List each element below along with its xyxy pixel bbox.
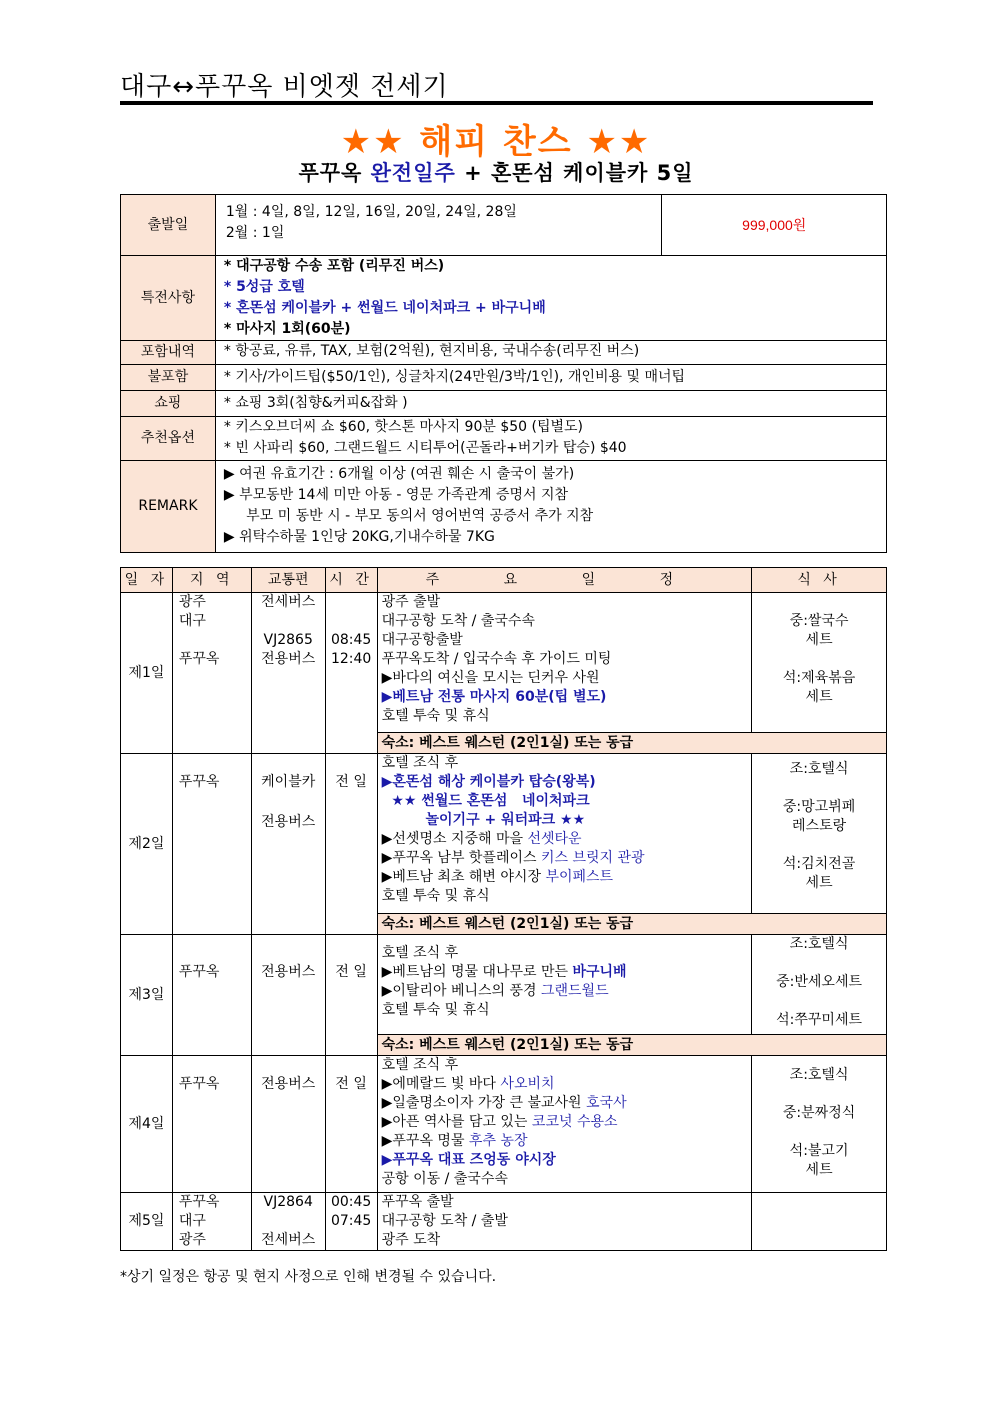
transport-item: 전세버스 <box>261 1232 316 1248</box>
schedule-item: 대구공항 도착 / 출발 <box>381 1213 508 1229</box>
footnote: *상기 일정은 항공 및 현지 사정으로 인해 변경될 수 있습니다. <box>120 1269 497 1285</box>
day4-region <box>172 1056 251 1193</box>
region-item: 푸꾸옥 <box>178 1194 220 1210</box>
schedule-text: ▶일출명소이자 가장 큰 불교사원 <box>381 1095 587 1111</box>
transport-item: 전세버스 <box>261 594 316 610</box>
remark-label: REMARK <box>121 461 216 553</box>
time-item: 전 일 <box>335 774 367 790</box>
schedule-item: ▶베트남 전통 마사지 60분(팁 별도) <box>381 689 607 705</box>
day1-times <box>325 593 377 754</box>
day1-regions <box>172 593 251 754</box>
meal-item: 조:호텔식 <box>789 936 849 952</box>
schedule-text: ▶베트남의 명물 대나무로 만든 <box>381 964 573 980</box>
region-item: 대구 <box>178 613 206 629</box>
day2-region <box>172 754 251 935</box>
day4-transport <box>251 1056 325 1193</box>
time-item: 08:45 <box>330 632 372 648</box>
day2-schedule <box>377 754 752 914</box>
region-item: 푸꾸옥 <box>178 651 220 667</box>
meal-item: 세트 <box>805 689 833 705</box>
subtitle-highlight: 완전일주 <box>370 161 456 185</box>
schedule-item: 광주 도착 <box>381 1232 441 1248</box>
special-label: 특전사항 <box>121 256 216 341</box>
meal-item: 조:호텔식 <box>789 1067 849 1083</box>
schedule-item: ▶바다의 여신을 모시는 딘커우 사원 <box>381 670 600 686</box>
meal-item: 중:망고뷔페 <box>782 799 856 815</box>
option-item: * 빈 사파리 $60, 그랜드월드 시티투어(곤돌라+버기카 탑승) $40 <box>223 440 627 456</box>
time-item: 07:45 <box>330 1213 372 1229</box>
schedule-item: 놀이기구 + 워터파크 ★★ <box>381 812 586 828</box>
schedule-item <box>382 963 752 982</box>
spacer <box>326 754 377 773</box>
departure-row <box>121 195 887 256</box>
special-item: * 혼똔섬 케이블카 + 썬월드 네이처파크 + 바구니배 <box>223 300 546 316</box>
schedule-highlight: 선셋타운 <box>527 831 582 847</box>
special-row <box>121 256 887 341</box>
spacer <box>252 792 325 811</box>
day-label: 제3일 <box>121 935 173 1056</box>
header-region: 지 역 <box>172 568 251 593</box>
transport-item: VJ2865 <box>263 632 313 648</box>
meal-item: 중:반세오세트 <box>776 974 863 990</box>
day3-schedule <box>377 935 752 1035</box>
transport-item: 케이블카 <box>261 774 316 790</box>
day5-transport <box>251 1193 325 1251</box>
schedule-item <box>382 1113 752 1132</box>
day3-transport <box>251 935 325 1056</box>
region-item: 푸꾸옥 <box>178 1076 220 1092</box>
schedule-highlight: 호국사 <box>586 1095 627 1111</box>
day-label: 제5일 <box>121 1193 173 1251</box>
transport-item: 전용버스 <box>261 964 316 980</box>
region-item: 광주 <box>178 1232 206 1248</box>
transport-item: 전용버스 <box>261 651 316 667</box>
special-item: * 마사지 1회(60분) <box>223 321 351 337</box>
meal-item: 석:쭈꾸미세트 <box>776 1012 863 1028</box>
meal-item: 레스토랑 <box>792 818 847 834</box>
spacer <box>179 754 245 773</box>
transport-item: 전용버스 <box>261 1076 316 1092</box>
day3-region <box>172 935 251 1056</box>
subtitle-post: + 혼똔섬 케이블카 5일 <box>455 161 694 185</box>
schedule-text: ▶푸꾸옥 남부 핫플레이스 <box>381 850 541 866</box>
spacer <box>326 612 377 631</box>
meal-item: 중:분짜정식 <box>782 1105 856 1121</box>
schedule-item: ▶푸꾸옥 대표 즈엉동 야시장 <box>381 1152 556 1168</box>
spacer <box>179 631 245 650</box>
schedule-item: 호텔 조식 후 <box>381 755 459 771</box>
schedule-highlight: 바구니배 <box>572 964 627 980</box>
region-item: 푸꾸옥 <box>178 964 220 980</box>
meal-item: 조:호텔식 <box>789 761 849 777</box>
transport-item: VJ2864 <box>263 1194 313 1210</box>
document-title: 대구↔푸꾸옥 비엣젯 전세기 <box>120 72 449 102</box>
shopping-value: * 쇼핑 3회(침향&커피&잡화 ) <box>215 391 886 417</box>
meal-item: 석:김치전골 <box>782 856 856 872</box>
header-day: 일 자 <box>121 568 173 593</box>
schedule-item: 광주 출발 <box>381 594 441 610</box>
departure-line: 1월 : 4일, 8일, 12일, 16일, 20일, 24일, 28일 <box>225 204 517 220</box>
included-value: * 항공료, 유류, TAX, 보험(2억원), 현지비용, 국내수송(리무진 버스) <box>215 341 886 365</box>
schedule-item <box>382 1094 752 1113</box>
excluded-row <box>121 365 887 391</box>
spacer <box>752 954 886 973</box>
day5-row <box>121 1193 887 1251</box>
transport-item: 전용버스 <box>261 814 316 830</box>
subtitle-pre: 푸꾸옥 <box>298 161 371 185</box>
time-item: 전 일 <box>335 1076 367 1092</box>
region-item: 광주 <box>178 594 206 610</box>
included-row <box>121 341 887 365</box>
day4-schedule <box>377 1056 752 1193</box>
header-schedule: 주 요 일 정 <box>377 568 752 593</box>
excluded-value: * 기사/가이드팁($50/1인), 싱글차지(24만원/3박/1인), 개인비용 및 매너팁 <box>215 365 886 391</box>
day-label: 제2일 <box>121 754 173 935</box>
day5-meals <box>752 1193 887 1251</box>
info-table <box>120 194 887 553</box>
schedule-highlight: 코코넛 수용소 <box>531 1114 618 1130</box>
options-list <box>215 417 886 461</box>
schedule-item: 호텔 투숙 및 휴식 <box>381 1002 490 1018</box>
day5-regions <box>172 1193 251 1251</box>
header-time: 시 간 <box>325 568 377 593</box>
included-label: 포함내역 <box>121 341 216 365</box>
time-item: 전 일 <box>335 964 367 980</box>
meal-item: 세트 <box>805 632 833 648</box>
day1-row <box>121 593 887 733</box>
schedule-text: ▶선셋명소 지중해 마을 <box>381 831 528 847</box>
spacer <box>752 836 886 855</box>
schedule-item: 공항 이동 / 출국수속 <box>381 1171 508 1187</box>
spacer <box>752 1123 886 1142</box>
day2-transport <box>251 754 325 935</box>
spacer <box>252 1212 325 1231</box>
spacer <box>752 779 886 798</box>
region-item: 푸꾸옥 <box>178 774 220 790</box>
schedule-highlight: 키스 브릿지 관광 <box>540 850 645 866</box>
schedule-highlight: 사오비치 <box>500 1076 555 1092</box>
schedule-item <box>382 982 752 1001</box>
schedule-item: 대구공항출발 <box>381 632 463 648</box>
day-label: 제4일 <box>121 1056 173 1193</box>
day5-times <box>325 1193 377 1251</box>
schedule-item: 대구공항 도착 / 출국수속 <box>381 613 535 629</box>
shopping-label: 쇼핑 <box>121 391 216 417</box>
day2-row <box>121 754 887 914</box>
meal-item: 세트 <box>805 875 833 891</box>
meal-item: 중:쌀국수 <box>789 613 849 629</box>
header-meal: 식 사 <box>752 568 887 593</box>
itinerary-header-row <box>121 568 887 593</box>
shopping-row <box>121 391 887 417</box>
day1-meals <box>752 593 887 733</box>
schedule-highlight: 부이페스트 <box>545 869 614 885</box>
option-item: * 키스오브더씨 쇼 $60, 핫스톤 마사지 90분 $50 (팁별도) <box>223 419 584 435</box>
meal-item: 세트 <box>805 1162 833 1178</box>
remark-item: 부모 미 동반 시 - 부모 동의서 영어번역 공증서 추가 지참 <box>223 508 594 524</box>
schedule-item <box>382 830 752 849</box>
departure-line: 2월 : 1일 <box>225 225 285 241</box>
meal-item: 석:제육볶음 <box>782 670 856 686</box>
remark-item: ▶ 부모동반 14세 미만 아동 - 영문 가족관계 증명서 지참 <box>223 487 569 503</box>
schedule-text: ▶아픈 역사를 담고 있는 <box>381 1114 532 1130</box>
time-item: 00:45 <box>330 1194 372 1210</box>
meal-item: 석:불고기 <box>789 1143 849 1159</box>
schedule-text: ▶푸꾸옥 명물 <box>381 1133 469 1149</box>
day1-transport <box>251 593 325 754</box>
stay-info: 숙소: 베스트 웨스턴 (2인1실) 또는 동급 <box>377 733 886 754</box>
day5-schedule <box>377 1193 752 1251</box>
spacer <box>326 593 377 612</box>
spacer <box>752 992 886 1011</box>
day3-meals <box>752 935 887 1035</box>
spacer <box>252 612 325 631</box>
day3-row <box>121 935 887 1035</box>
options-label: 추천옵션 <box>121 417 216 461</box>
remark-item: ▶ 위탁수하물 1인당 20KG,기내수하물 7KG <box>223 529 495 545</box>
day4-row <box>121 1056 887 1193</box>
schedule-item <box>382 1075 752 1094</box>
spacer <box>752 1085 886 1104</box>
spacer <box>252 754 325 773</box>
spacer <box>752 593 886 612</box>
schedule-item: 호텔 투숙 및 휴식 <box>381 708 490 724</box>
special-item: * 대구공항 수송 포함 (리무진 버스) <box>223 258 445 274</box>
remark-list <box>215 461 886 553</box>
special-list <box>215 256 886 341</box>
departure-label: 출발일 <box>121 195 216 256</box>
schedule-item <box>382 1132 752 1151</box>
schedule-item <box>382 849 752 868</box>
schedule-item <box>382 868 752 887</box>
header-transport: 교통편 <box>251 568 325 593</box>
day1-schedule <box>377 593 752 733</box>
day-label: 제1일 <box>121 593 173 754</box>
schedule-text: ▶에메랄드 빛 바다 <box>381 1076 501 1092</box>
itinerary-table <box>120 567 887 1251</box>
schedule-text: ▶베트남 최초 해변 야시장 <box>381 869 546 885</box>
schedule-item: 푸꾸옥도착 / 입국수속 후 가이드 미팅 <box>381 651 612 667</box>
schedule-item: 호텔 조식 후 <box>381 945 459 961</box>
options-row <box>121 417 887 461</box>
departure-dates <box>215 195 662 256</box>
product-subtitle <box>0 157 992 187</box>
schedule-item: ★★ 썬월드 혼똔섬 네이처파크 <box>381 793 590 809</box>
day2-time <box>325 754 377 935</box>
remark-item: ▶ 여권 유효기간 : 6개월 이상 (여권 훼손 시 출국이 불가) <box>223 466 575 482</box>
spacer <box>752 650 886 669</box>
day3-time <box>325 935 377 1056</box>
day4-meals <box>752 1056 887 1193</box>
schedule-item: 푸꾸옥 출발 <box>381 1194 454 1210</box>
schedule-text: ▶이탈리아 베니스의 풍경 <box>381 983 541 999</box>
stay-info: 숙소: 베스트 웨스턴 (2인1실) 또는 동급 <box>377 914 886 935</box>
special-item: * 5성급 호텔 <box>223 279 305 295</box>
schedule-item: ▶혼똔섬 해상 케이블카 탑승(왕복) <box>381 774 596 790</box>
stay-info: 숙소: 베스트 웨스턴 (2인1실) 또는 동급 <box>377 1035 886 1056</box>
time-item: 12:40 <box>330 651 372 667</box>
remark-row <box>121 461 887 553</box>
excluded-label: 불포함 <box>121 365 216 391</box>
schedule-item: 호텔 조식 후 <box>381 1057 459 1073</box>
price: 999,000원 <box>662 195 887 256</box>
schedule-item: 호텔 투숙 및 휴식 <box>381 888 490 904</box>
day4-time <box>325 1056 377 1193</box>
day2-meals <box>752 754 887 914</box>
region-item: 대구 <box>178 1213 206 1229</box>
title-divider <box>120 101 873 105</box>
schedule-highlight: 그랜드월드 <box>540 983 609 999</box>
promo-headline: ★★ 해피 찬스 ★★ <box>340 122 652 162</box>
schedule-highlight: 후추 농장 <box>468 1133 528 1149</box>
